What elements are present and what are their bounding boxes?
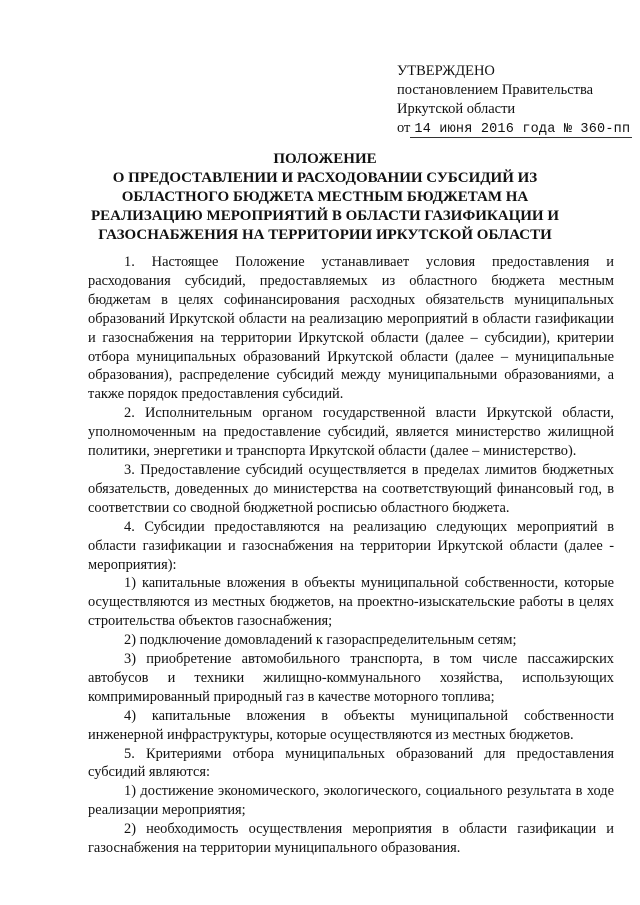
paragraph-4: 4. Субсидии предоставляются на реализацию следующих мероприятий в области газификации и газоснабжения на территории Иркутской области (далее - мероприятия): [88, 518, 614, 573]
paragraph-5: 5. Критериями отбора муниципальных образований для предоставления субсидий являются: [88, 745, 614, 781]
paragraph-1: 1. Настоящее Положение устанавливает условия предоставления и расходования субсидий, предоставляемых из областного бюджета местным бюджетам в целях софинансирования расходных обязательств муниципальных образований Иркутской области на реализацию мероприятий в области газификации и газоснабжения на территории Иркутской области (далее – субсидии), критерии отбора муниципальных образований Иркутской области (далее – муниципальные образования), распределение субсидий между муниципальными образованиями, а также порядок предоставления субсидий. [88, 254, 614, 403]
document-body [88, 253, 614, 858]
title-line: ОБЛАСТНОГО БЮДЖЕТА МЕСТНЫМ БЮДЖЕТАМ НА [121, 189, 529, 205]
title-line: О ПРЕДОСТАВЛЕНИИ И РАСХОДОВАНИИ СУБСИДИЙ ИЗ [112, 170, 538, 186]
paragraph-3: 3. Предоставление субсидий осуществляется в пределах лимитов бюджетных обязательств, доведенных до министерства на соответствующий финансовый год, в соответствии со сводной бюджетной росписью областного бюджета. [88, 461, 614, 516]
approval-issuer-line2: Иркутской области [397, 101, 516, 117]
list-item-1: 1) капитальные вложения в объекты муниципальной собственности, которые осуществляются из местных бюджетов, на проектно-изыскательские работы в целях строительства объектов газоснабжения; [88, 575, 614, 630]
approval-date-line [397, 119, 637, 139]
list-item-4: 4) капитальные вложения в объекты муниципальной собственности инженерной инфраструктуры, которые осуществляются из местных бюджетов. [88, 707, 614, 743]
title-line: ГАЗОСНАБЖЕНИЯ НА ТЕРРИТОРИИ ИРКУТСКОЙ ОБЛАСТИ [98, 227, 552, 243]
criteria-item-1: 1) достижение экономического, экологического, социального результата в ходе реализации мероприятия; [88, 783, 614, 819]
list-item-2: 2) подключение домовладений к газораспределительным сетям; [124, 632, 517, 649]
title-line: ПОЛОЖЕНИЕ [273, 151, 377, 167]
approval-issuer-line1: постановлением Правительства [397, 82, 594, 98]
criteria-item-2: 2) необходимость осуществления мероприятия в области газификации и газоснабжения на территории муниципального образования. [88, 821, 614, 857]
approval-stamp [397, 62, 637, 139]
document-title [80, 150, 570, 245]
title-line: РЕАЛИЗАЦИЮ МЕРОПРИЯТИЙ В ОБЛАСТИ ГАЗИФИКАЦИИ И [90, 208, 559, 224]
approval-date-prefix: от [397, 120, 411, 136]
list-item-3: 3) приобретение автомобильного транспорта, в том числе пассажирских автобусов и техники жилищно-коммунального хозяйства, использующих компримированный природный газ в качестве моторного топлива; [88, 651, 614, 705]
approval-date-value: 14 июня 2016 года № 360-пп [410, 122, 632, 138]
approval-heading: УТВЕРЖДЕНО [397, 63, 495, 79]
paragraph-2: 2. Исполнительным органом государственной власти Иркутской области, уполномоченным на предоставление субсидий, является министерство жилищной политики, энергетики и транспорта Иркутской области (далее – министерство). [88, 405, 614, 460]
